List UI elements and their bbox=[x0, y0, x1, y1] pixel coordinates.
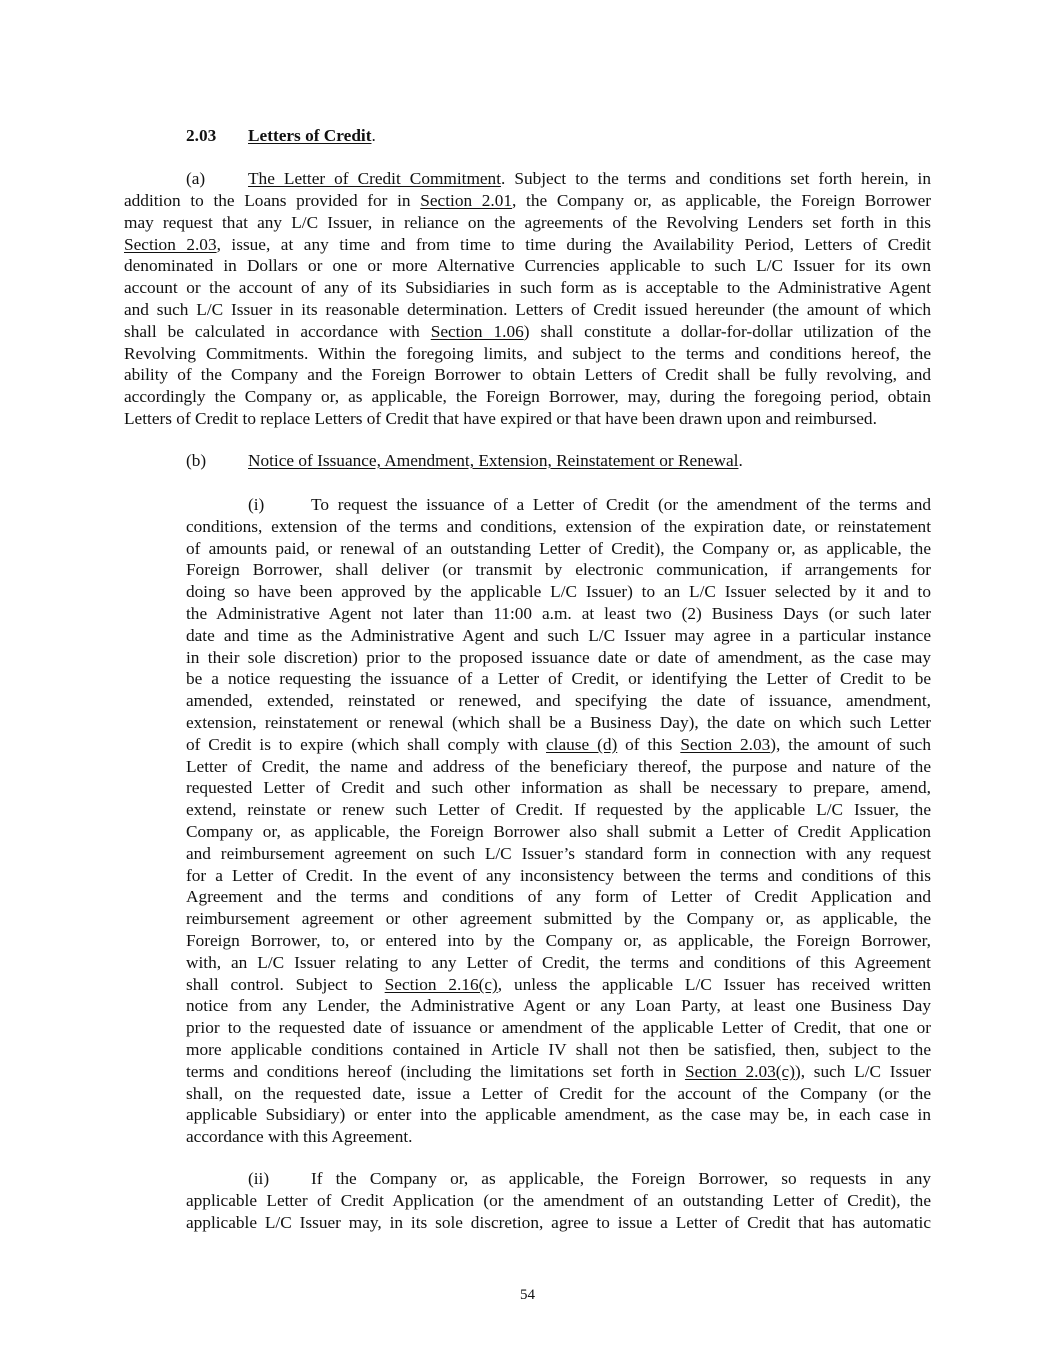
text-run: If the Company or, as applicable, the Foreign Borrower, so requests in any bbox=[311, 1169, 931, 1188]
text-run: Letter of Credit, the name and address of the beneficiary thereof, the purpose and nature of the bbox=[186, 756, 931, 776]
text-run: terms and conditions hereof (including the limitations set forth in bbox=[186, 1061, 685, 1081]
para-b-i-line bbox=[186, 908, 931, 930]
para-b-i-line bbox=[186, 538, 931, 560]
para-a-line bbox=[124, 321, 931, 343]
text-run: , issue, at any time and from time to time during the Availability Period, Letters of Credit bbox=[216, 234, 931, 254]
cross-reference: Section 2.03 bbox=[680, 734, 771, 754]
text-run: for a Letter of Credit. In the event of any inconsistency between the terms and conditions of this bbox=[186, 865, 931, 885]
para-b-i-line bbox=[186, 516, 931, 538]
cross-reference: Section 2.16(c) bbox=[384, 974, 498, 994]
para-a-first-line bbox=[248, 168, 931, 190]
para-b-i-line bbox=[186, 712, 931, 734]
para-b-i-line bbox=[186, 974, 931, 996]
text-run: Revolving Commitments. Within the foregoing limits, and subject to the terms and conditions hereof, the bbox=[124, 343, 931, 363]
text-run: shall be calculated in accordance with bbox=[124, 321, 431, 341]
para-a-line bbox=[124, 364, 931, 386]
text-run: accordingly the Company or, as applicable, the Foreign Borrower, may, during the foregoing period, obtain bbox=[124, 387, 931, 407]
text-run: notice from any Lender, the Administrative Agent or any Loan Party, at least one Business Day bbox=[186, 996, 931, 1016]
para-b-i-line bbox=[186, 625, 931, 647]
text-run: ) shall constitute a dollar-for-dollar utilization of the bbox=[523, 321, 931, 341]
text-run: . Subject to the terms and conditions set forth herein, in bbox=[501, 169, 931, 188]
para-a-line bbox=[124, 255, 931, 277]
text-run: of amounts paid, or renewal of an outstanding Letter of Credit), the Company or, as applicable, the bbox=[186, 538, 931, 558]
text-run: Company or, as applicable, the Foreign Borrower also shall submit a Letter of Credit Application bbox=[186, 822, 931, 841]
para-b-i-line bbox=[186, 690, 931, 712]
text-run: ability of the Company and the Foreign Borrower to obtain Letters of Credit shall be fully revolving, and bbox=[124, 365, 931, 385]
para-b-i-line bbox=[186, 668, 931, 690]
text-run: ), such L/C Issuer bbox=[794, 1061, 932, 1081]
text-run: accordance with this Agreement. bbox=[186, 1127, 413, 1147]
para-b-i-line bbox=[186, 777, 931, 799]
text-run: applicable Letter of Credit Application (or the amendment of an outstanding Letter of Credit), the bbox=[186, 1190, 931, 1210]
text-run: Foreign Borrower, to, or entered into by the Company or, as applicable, the Foreign Borrower, bbox=[186, 931, 931, 950]
cross-reference: Section 2.03(c) bbox=[684, 1061, 795, 1081]
text-run: the Administrative Agent not later than 11:00 a.m. at least two (2) Business Days (or such later bbox=[186, 604, 931, 623]
text-run: addition to the Loans provided for in bbox=[124, 191, 421, 210]
para-b-i-label: (i) bbox=[248, 495, 265, 514]
para-b-i-line bbox=[186, 756, 931, 778]
text-run: extend, reinstate or renew such Letter of Credit. If requested by the applicable L/C Issuer, the bbox=[186, 800, 931, 820]
section-title-period: . bbox=[371, 126, 376, 145]
para-b-i-line bbox=[186, 886, 931, 908]
para-b-i-line bbox=[186, 559, 931, 581]
para-b-i-line bbox=[186, 647, 931, 669]
text-run: applicable L/C Issuer may, in its sole discretion, agree to issue a Letter of Credit that has automatic bbox=[186, 1212, 931, 1232]
para-b-i-line bbox=[186, 843, 931, 865]
text-run: , unless the applicable L/C Issuer has received written bbox=[497, 974, 932, 994]
text-run: of this bbox=[617, 734, 681, 754]
text-run: conditions, extension of the terms and conditions, extension of the expiration date, or reinstatement bbox=[186, 516, 931, 536]
para-b-i-line bbox=[186, 1039, 931, 1061]
text-run: account or the account of any of its Subsidiaries in such form as is acceptable to the Administrative Agent bbox=[124, 278, 931, 298]
text-run: in their sole discretion) prior to the proposed issuance date or date of amendment, as the case may bbox=[186, 647, 931, 667]
text-run: with, an L/C Issuer relating to any Letter of Credit, the terms and conditions of this Agreement bbox=[186, 952, 931, 972]
text-run: Foreign Borrower, shall deliver (or transmit by electronic communication, if arrangements for bbox=[186, 560, 931, 580]
para-b-i-line bbox=[186, 1104, 931, 1126]
text-run: extension, reinstatement or renewal (which shall be a Business Day), the date on which such Letter bbox=[186, 713, 931, 732]
text-run: ), the amount of such bbox=[770, 734, 931, 754]
text-run: and reimbursement agreement on such L/C Issuer’s standard form in connection with any request bbox=[186, 843, 931, 863]
para-a-line bbox=[124, 212, 931, 234]
para-a-line bbox=[124, 277, 931, 299]
text-run: may request that any L/C Issuer, in reliance on the agreements of the Revolving Lenders set forth in this bbox=[124, 212, 931, 232]
section-title-text: Letters of Credit bbox=[248, 126, 372, 145]
para-b-i-line bbox=[186, 1061, 931, 1083]
text-run: shall, on the requested date, issue a Letter of Credit for the account of the Company (or the bbox=[186, 1083, 931, 1103]
para-a-label: (a) bbox=[186, 169, 206, 188]
text-run: be a notice requesting the issuance of a Letter of Credit, or identifying the Letter of Credit to be bbox=[186, 669, 931, 689]
text-run: To request the issuance of a Letter of Credit (or the amendment of the terms and bbox=[311, 495, 931, 514]
para-b-i-line bbox=[186, 1126, 931, 1148]
text-run: shall control. Subject to bbox=[186, 974, 385, 994]
text-run: more applicable conditions contained in Article IV shall not then be satisfied, then, subject to the bbox=[186, 1040, 931, 1059]
text-run: prior to the requested date of issuance or amendment of the applicable Letter of Credit, that one or bbox=[186, 1018, 931, 1038]
para-b-i-line bbox=[186, 821, 931, 843]
para-a-line bbox=[124, 190, 931, 212]
para-b-ii-line bbox=[311, 1168, 931, 1190]
cross-reference: clause (d) bbox=[546, 734, 618, 754]
cross-reference: Section 1.06 bbox=[430, 321, 524, 341]
text-run: Letters of Credit to replace Letters of Credit that have expired or that have been drawn upon and reimbursed. bbox=[124, 409, 877, 428]
para-a-line bbox=[124, 408, 931, 430]
para-a-heading: The Letter of Credit Commitment bbox=[248, 169, 501, 188]
para-b-ii-line bbox=[186, 1190, 931, 1212]
para-b-i-line bbox=[186, 734, 931, 756]
para-b-heading: Notice of Issuance, Amendment, Extension, Reinstatement or Renewal bbox=[248, 451, 739, 470]
text-run: denominated in Dollars or one or more Alternative Currencies applicable to such L/C Issuer for its own bbox=[124, 256, 931, 276]
para-b-i-line bbox=[311, 494, 931, 516]
para-a-line-0 bbox=[501, 169, 931, 188]
para-b-i-line bbox=[186, 1083, 931, 1105]
para-b-i-line bbox=[186, 952, 931, 974]
para-a-line bbox=[124, 343, 931, 365]
text-run: Agreement and the terms and conditions of any form of Letter of Credit Application and bbox=[186, 887, 931, 907]
para-b-ii-line bbox=[186, 1212, 931, 1234]
para-b-label: (b) bbox=[186, 451, 207, 470]
cross-reference: Section 2.03 bbox=[124, 234, 217, 254]
para-b-ii-label: (ii) bbox=[248, 1169, 270, 1188]
text-run: amended, extended, reinstated or renewed, and specifying the date of issuance, amendment, bbox=[186, 691, 931, 711]
text-run: requested Letter of Credit and such other information as shall be necessary to prepare, amend, bbox=[186, 778, 931, 798]
para-a-line bbox=[124, 299, 931, 321]
para-b-heading-period: . bbox=[738, 451, 743, 470]
para-b-i-line bbox=[186, 930, 931, 952]
para-a-line bbox=[124, 234, 931, 256]
text-run: doing so have been approved by the applicable L/C Issuer) to an L/C Issuer selected by it and to bbox=[186, 582, 931, 602]
text-run: and such L/C Issuer in its reasonable determination. Letters of Credit issued hereunder (the amount of which bbox=[124, 300, 931, 319]
text-run: date and time as the Administrative Agent and such L/C Issuer may agree in a particular instance bbox=[186, 625, 931, 645]
section-number: 2.03 bbox=[186, 126, 217, 145]
text-run: of Credit is to expire (which shall comply with bbox=[186, 734, 547, 754]
para-b-i-line bbox=[186, 995, 931, 1017]
para-b-i-line bbox=[186, 603, 931, 625]
page-number: 54 bbox=[520, 1287, 535, 1303]
text-run: reimbursement agreement or other agreement submitted by the Company or, as applicable, the bbox=[186, 909, 931, 929]
para-b-heading-wrap bbox=[248, 450, 743, 472]
para-b-i-line bbox=[186, 1017, 931, 1039]
para-a-line bbox=[124, 386, 931, 408]
text-run: , the Company or, as applicable, the Foreign Borrower bbox=[512, 191, 931, 210]
section-title bbox=[248, 125, 376, 147]
cross-reference: Section 2.01 bbox=[420, 191, 513, 210]
para-b-i-line bbox=[186, 865, 931, 887]
para-b-i-line bbox=[186, 581, 931, 603]
para-b-i-line bbox=[186, 799, 931, 821]
text-run: applicable Subsidiary) or enter into the applicable amendment, as the case may be, in each case in bbox=[186, 1105, 931, 1125]
